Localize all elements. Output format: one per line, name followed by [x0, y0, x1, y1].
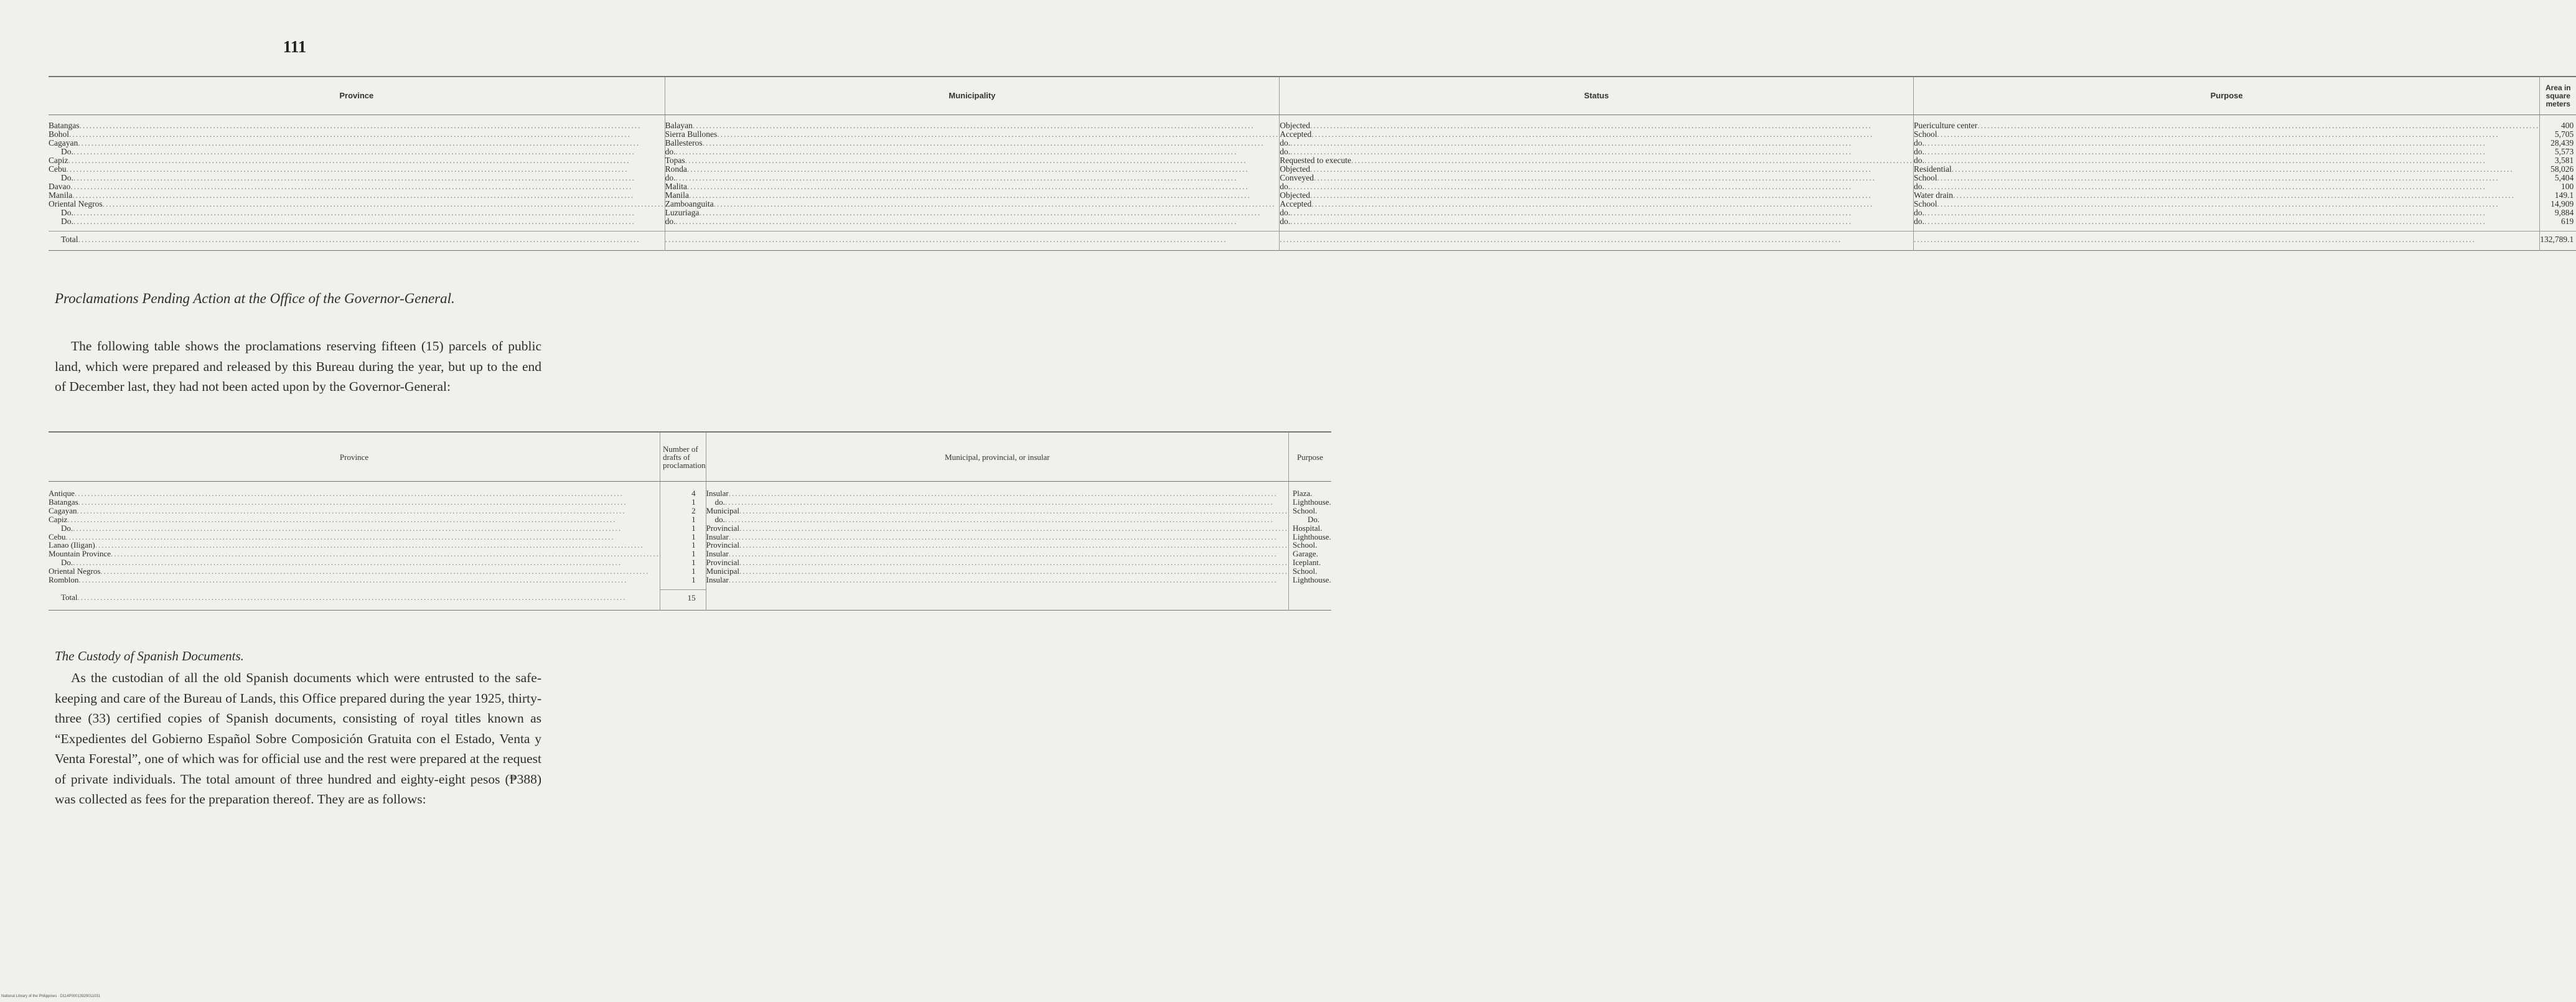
column-header: Area in square meters: [2540, 77, 2576, 115]
table-row: [49, 217, 2576, 232]
cell-text: Lanao (Iligan): [49, 540, 95, 550]
column-header: Province: [49, 432, 660, 482]
table-cell: [49, 550, 660, 558]
table-cell: 1: [660, 541, 706, 550]
table-row: [49, 208, 2576, 217]
table-cell: [1280, 174, 1914, 182]
table-cell: 1: [660, 558, 706, 567]
table-cell: 100: [2561, 182, 2574, 191]
table-cell: [706, 541, 1288, 550]
cell-text: Municipal: [706, 566, 740, 576]
table-row: [49, 541, 1331, 550]
footer-note: National Library of the Philippines · D114P00013929011031: [1, 995, 100, 998]
table-cell: [665, 232, 1280, 251]
table-cell: [1913, 174, 2539, 182]
table-row: [49, 130, 2576, 139]
cell-text: Ballesteros: [665, 138, 703, 147]
table-cell: [1280, 200, 1914, 208]
table-cell: Lighthouse.: [1293, 497, 1331, 507]
cell-text: Insular: [706, 549, 729, 559]
table-cell: 400: [2561, 121, 2574, 130]
table-cell: [665, 174, 1280, 182]
table-cell: [1289, 589, 1331, 610]
cell-text: do.: [1280, 138, 1291, 147]
table-cell: [1913, 156, 2539, 165]
cell-text: Cebu: [49, 164, 67, 174]
column-header: Status: [1280, 77, 1914, 115]
table-row: [49, 498, 1331, 507]
table-row: [49, 558, 1331, 567]
table-cell: [49, 533, 660, 541]
table-cell: [706, 576, 1288, 589]
table-cell: 149.1: [2554, 190, 2574, 200]
table-row: [49, 576, 1331, 589]
table-cell: Hospital.: [1293, 523, 1323, 533]
table-header-row: [49, 432, 1331, 482]
table-cell: Garage.: [1293, 549, 1318, 559]
section-heading: The Custody of Spanish Documents.: [55, 648, 244, 663]
table-row: [49, 147, 2576, 156]
cell-text: Cebu: [49, 531, 66, 541]
cell-text: Accepted: [1280, 199, 1312, 208]
table-row: [49, 174, 2576, 182]
cell-text: Balayan: [665, 121, 693, 130]
cell-text: Puericulture center: [1913, 121, 1978, 130]
table-cell: [49, 115, 665, 131]
table-cell: 1: [660, 567, 706, 576]
table-cell: [706, 507, 1288, 515]
table-row: [49, 200, 2576, 208]
table-cell: [1913, 130, 2539, 139]
table-cell: [1913, 115, 2539, 131]
table-cell: [1913, 182, 2539, 191]
cell-text: Provincial: [706, 523, 740, 533]
table-cell: [49, 541, 660, 550]
table-cell: 9,884: [2554, 208, 2574, 217]
table-cell: [706, 498, 1288, 507]
table-cell: [706, 524, 1288, 533]
table-cell: [706, 550, 1288, 558]
cell-text: School: [1913, 129, 1937, 139]
cell-text: Do.: [61, 217, 73, 226]
table-cell: [706, 589, 1288, 610]
table-cell: 5,573: [2554, 147, 2574, 156]
cell-text: Municipal: [706, 505, 740, 515]
table-cell: [1280, 217, 1914, 232]
cell-text: School: [1913, 199, 1937, 208]
table-cell: School.: [1293, 566, 1318, 576]
table-cell: [49, 232, 665, 251]
table-row: [49, 191, 2576, 200]
table-cell: 1: [660, 533, 706, 541]
table-cell: [665, 208, 1280, 217]
table-cell: [1280, 139, 1914, 147]
cell-text: Do.: [61, 558, 73, 568]
table-cell: [706, 558, 1288, 567]
cell-text: do.: [1280, 208, 1291, 217]
cell-text: Total: [61, 235, 78, 244]
table-row: [49, 182, 2576, 191]
table-row: [49, 515, 1331, 524]
cell-text: Conveyed: [1280, 173, 1314, 182]
cell-text: Objected: [1280, 190, 1310, 200]
table-cell: [49, 217, 665, 232]
table-cell: Iceplant.: [1293, 558, 1321, 568]
table-cell: 4: [660, 482, 706, 498]
cell-text: do.: [1280, 147, 1291, 156]
cell-text: Davao: [49, 182, 71, 191]
paragraph: The following table shows the proclamations reserving fifteen (15) parcels of public land, which were prepared and released by this Bureau during the year, but up to the end of December last, they had not been acted upon by the Governor-General:: [55, 339, 541, 394]
table-row: [49, 115, 2576, 131]
table-cell: [665, 115, 1280, 131]
cell-text: Oriental Negros: [49, 199, 103, 208]
cell-text: Do.: [61, 173, 73, 182]
cell-text: do.: [1913, 147, 1924, 156]
table-cell: [1280, 156, 1914, 165]
table-cell: [49, 524, 660, 533]
cell-text: do.: [665, 217, 676, 226]
cell-text: Luzuriaga: [665, 208, 700, 217]
table-cell: [665, 165, 1280, 174]
table-cell: 1: [660, 550, 706, 558]
table-cell: 2: [660, 507, 706, 515]
cell-text: Provincial: [706, 558, 740, 568]
cell-text: Do.: [61, 208, 73, 217]
table-cell: [49, 515, 660, 524]
cell-text: Cagayan: [49, 138, 78, 147]
cell-text: Residential: [1913, 164, 1952, 174]
cell-text: do.: [1913, 217, 1924, 226]
table-cell: [1913, 232, 2539, 251]
table-cell: Lighthouse.: [1293, 575, 1331, 585]
table-cell: 3,581: [2554, 156, 2574, 165]
cell-text: Topas: [665, 156, 685, 165]
table-row: [49, 156, 2576, 165]
table-cell: 5,404: [2554, 173, 2574, 182]
table-cell: 1: [660, 524, 706, 533]
cell-text: Capiz: [49, 156, 68, 165]
table-cell: [1280, 130, 1914, 139]
table-cell: [665, 217, 1280, 232]
cell-text: do.: [665, 173, 676, 182]
cell-text: do.: [714, 514, 725, 524]
table-row: [49, 507, 1331, 515]
table-cell: [1913, 208, 2539, 217]
table-cell: 5,705: [2554, 129, 2574, 139]
table-cell: [49, 165, 665, 174]
table-cell: [49, 182, 665, 191]
table-cell: [49, 567, 660, 576]
table-cell: 1: [660, 515, 706, 524]
table-cell: [706, 567, 1288, 576]
table-header-row: [49, 77, 2576, 115]
cell-text: Manila: [665, 190, 689, 200]
cell-text: Do.: [61, 523, 73, 533]
table-row: [49, 567, 1331, 576]
table-cell: [49, 156, 665, 165]
table-row: [49, 139, 2576, 147]
table-cell: [49, 208, 665, 217]
table-cell: [1280, 191, 1914, 200]
cell-text: Do.: [61, 147, 73, 156]
table-cell: [1280, 208, 1914, 217]
cell-text: do.: [1913, 208, 1924, 217]
cell-text: Objected: [1280, 121, 1310, 130]
cell-text: Cagayan: [49, 505, 77, 515]
cell-text: Insular: [706, 575, 729, 585]
table-cell: [1280, 182, 1914, 191]
table-cell: 619: [2561, 217, 2574, 226]
column-header: Purpose: [1913, 77, 2539, 115]
cell-text: Provincial: [706, 540, 740, 550]
table-cell: [49, 482, 660, 498]
table-cell: 58,026: [2550, 164, 2574, 174]
table-cell: [665, 130, 1280, 139]
proclamations-table: [49, 431, 1331, 611]
table-cell: 1: [660, 498, 706, 507]
table-cell: [665, 156, 1280, 165]
table-cell: [49, 507, 660, 515]
total-row: [49, 232, 2576, 251]
table-cell: [1913, 165, 2539, 174]
cell-text: do.: [1913, 138, 1924, 147]
cell-text: do.: [714, 497, 725, 507]
cell-text: Insular: [706, 531, 729, 541]
table-cell: 28,439: [2550, 138, 2574, 147]
cell-text: do.: [1913, 182, 1924, 191]
table-row: [49, 550, 1331, 558]
column-header: Municipal, provincial, or insular: [706, 432, 1288, 482]
table-cell: [706, 482, 1288, 498]
column-header: Province: [49, 77, 665, 115]
page-number: 111: [283, 37, 307, 56]
status-table: [49, 76, 2576, 251]
table-row: [49, 482, 1331, 498]
table-cell: [49, 147, 665, 156]
cell-text: Total: [61, 592, 78, 602]
table-cell: [49, 498, 660, 507]
cell-text: Bohol: [49, 129, 70, 139]
cell-text: Objected: [1280, 164, 1310, 174]
table-cell: [49, 558, 660, 567]
table-cell: School.: [1293, 540, 1318, 550]
cell-text: Mountain Province: [49, 549, 111, 559]
paragraph: As the custodian of all the old Spanish documents which were entrusted to the safe-keeping and care of the Bureau of Lands, this Office prepared during the year 1925, thirty-three (33) certified copies of Spanish documents, consisting of royal titles known as “Expedientes del Gobierno Español Sobre Composición Gratuita con el Estado, Venta y Venta Forestal”, one of which was for official use and the rest were prepared at the request of private individuals. The total amount of three hundred and eighty-eight pesos (₱388) was collected as fees for the preparation thereof. They are as follows:: [55, 670, 541, 807]
column-header: Number of drafts of proclamation: [660, 432, 706, 482]
cell-text: Ronda: [665, 164, 687, 174]
cell-text: do.: [1913, 156, 1924, 165]
cell-text: Manila: [49, 190, 73, 200]
table-cell: [49, 174, 665, 182]
table-row: [49, 165, 2576, 174]
table-cell: [49, 139, 665, 147]
table-cell: Lighthouse.: [1293, 531, 1331, 541]
cell-text: Oriental Negros: [49, 566, 101, 576]
table-cell: [1913, 217, 2539, 232]
table-cell: [1280, 115, 1914, 131]
table-cell: [1280, 232, 1914, 251]
cell-text: Malita: [665, 182, 687, 191]
cell-text: Sierra Bullones: [665, 129, 718, 139]
table-row: [49, 524, 1331, 533]
cell-text: Batangas: [49, 121, 80, 130]
cell-text: Zamboanguita: [665, 199, 714, 208]
table-cell: [706, 533, 1288, 541]
cell-text: do.: [1280, 182, 1291, 191]
table-row: [49, 533, 1331, 541]
table-cell: [1280, 165, 1914, 174]
table-cell: Do.: [1308, 514, 1320, 524]
table-cell: [1913, 200, 2539, 208]
cell-text: Antique: [49, 489, 75, 498]
table-cell: Plaza.: [1293, 489, 1313, 498]
cell-text: Accepted: [1280, 129, 1312, 139]
section-heading: Proclamations Pending Action at the Office of the Governor-General.: [55, 291, 455, 306]
table-cell: 14,909: [2550, 199, 2574, 208]
table-cell: [1913, 139, 2539, 147]
table-cell: [1280, 147, 1914, 156]
table-cell: 132,789.1: [2540, 232, 2576, 251]
table-cell: [665, 182, 1280, 191]
cell-text: do.: [1280, 217, 1291, 226]
table-cell: School.: [1293, 505, 1318, 515]
table-cell: [49, 130, 665, 139]
total-row: [49, 589, 1331, 610]
cell-text: Insular: [706, 489, 729, 498]
table-cell: 15: [660, 589, 706, 610]
cell-text: Romblon: [49, 575, 79, 585]
column-header: Municipality: [665, 77, 1280, 115]
table-cell: [665, 200, 1280, 208]
cell-text: Water drain: [1913, 190, 1953, 200]
cell-text: Requested to execute: [1280, 156, 1351, 165]
table-cell: [49, 191, 665, 200]
column-header: Purpose: [1289, 432, 1331, 482]
table-cell: [665, 139, 1280, 147]
cell-text: Batangas: [49, 497, 78, 507]
table-cell: [1913, 191, 2539, 200]
cell-text: do.: [665, 147, 676, 156]
cell-text: Capiz: [49, 514, 68, 524]
table-cell: [49, 200, 665, 208]
table-cell: [49, 589, 660, 610]
table-cell: [49, 576, 660, 589]
table-cell: [706, 515, 1288, 524]
table-cell: [665, 191, 1280, 200]
cell-text: School: [1913, 173, 1937, 182]
table-cell: [665, 147, 1280, 156]
table-cell: 1: [660, 576, 706, 589]
table-cell: [1913, 147, 2539, 156]
